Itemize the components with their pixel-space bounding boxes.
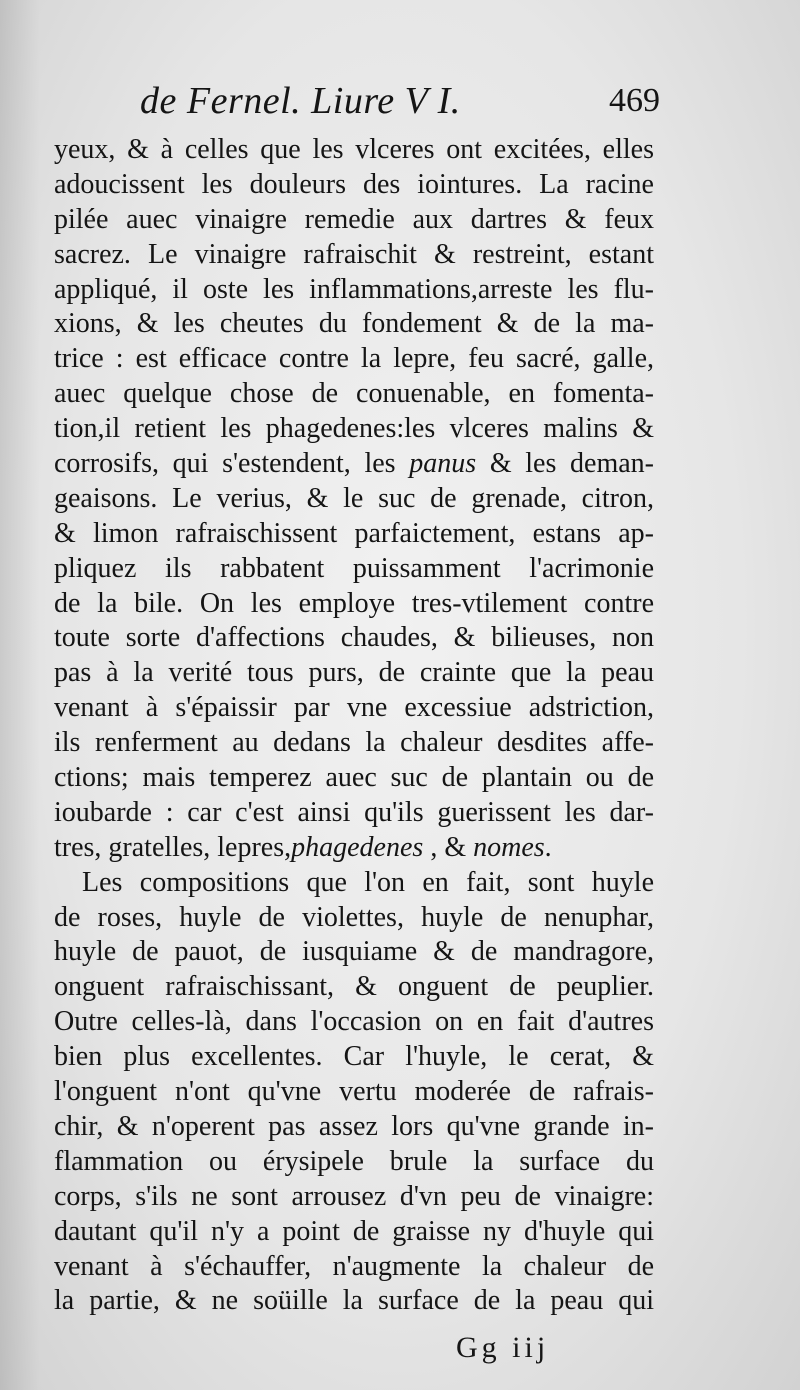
body-text — [54, 133, 654, 1319]
text-line: Les compositions que l'on en fait, sont huyle — [82, 866, 654, 898]
text-line: venant à s'échauffer, n'augmente la chaleur de — [54, 1250, 654, 1282]
text-line: huyle de pauot, de iusquiame & de mandragore, — [54, 936, 654, 968]
text-line: l'onguent n'ont qu'vne vertu moderée de rafrais- — [54, 1076, 654, 1108]
page-number: 469 — [609, 82, 660, 119]
text-line: ils renferment au dedans la chaleur desdites affe- — [54, 727, 654, 759]
text-segment: , & — [423, 831, 474, 863]
signature-mark: Gg iij — [456, 1331, 550, 1364]
text-line: geaisons. Le verius, & le suc de grenade, citron, — [54, 482, 654, 514]
text-line: adoucissent les douleurs des iointures. La racine — [54, 168, 654, 200]
text-line: dautant qu'il n'y a point de graisse ny d'huyle qui — [54, 1215, 654, 1247]
text-segment: & les deman- — [476, 448, 654, 480]
text-line: de la bile. On les employe tres-vtilement contre — [54, 587, 654, 619]
page-edge-shadow — [0, 0, 40, 1390]
text-line: xions, & les cheutes du fondement & de la ma- — [54, 308, 654, 340]
text-line: onguent rafraischissant, & onguent de peuplier. — [54, 971, 654, 1003]
text-line: & limon rafraischissent parfaictement, estans ap- — [54, 517, 654, 549]
text-line: chir, & n'operent pas assez lors qu'vne grande in- — [54, 1110, 654, 1142]
text-line: appliqué, il oste les inflammations,arreste les flu- — [54, 273, 654, 305]
text-line: pliquez ils rabbatent puissamment l'acrimonie — [54, 552, 654, 584]
italic-term: phagedenes — [291, 831, 424, 863]
text-line: ioubarde : car c'est ainsi qu'ils guerissent les dar- — [54, 796, 654, 828]
text-line: sacrez. Le vinaigre rafraischit & restreint, estant — [54, 238, 654, 270]
text-line: pilée auec vinaigre remedie aux dartres & feux — [54, 203, 654, 235]
text-line: yeux, & à celles que les vlceres ont excitées, elles — [54, 134, 654, 165]
text-line: ctions; mais temperez auec suc de plantain ou de — [54, 762, 654, 794]
text-segment: corrosifs, qui s'estendent, les — [54, 448, 396, 480]
italic-term: nomes — [473, 831, 545, 863]
text-line: la partie, & ne soüille la surface de la peau qui — [54, 1285, 654, 1317]
text-segment: tres, gratelles, lepres, — [54, 831, 292, 863]
text-line-mixed — [54, 447, 654, 482]
text-line: bien plus excellentes. Car l'huyle, le cerat, & — [54, 1041, 654, 1073]
text-line: pas à la verité tous purs, de crainte que la peau — [54, 657, 654, 689]
page-header — [140, 78, 660, 124]
italic-term: panus — [409, 448, 477, 480]
text-line: trice : est efficace contre la lepre, feu sacré, galle, — [54, 343, 654, 375]
running-head: de Fernel. Liure V I. — [140, 80, 461, 122]
text-segment: . — [544, 831, 552, 863]
text-line: corps, s'ils ne sont arrousez d'vn peu de vinaigre: — [54, 1180, 654, 1212]
text-line: auec quelque chose de conuenable, en fomenta- — [54, 378, 654, 410]
text-line: toute sorte d'affections chaudes, & bilieuses, non — [54, 622, 654, 654]
text-line-mixed — [54, 831, 654, 866]
text-line: de roses, huyle de violettes, huyle de nenuphar, — [54, 901, 654, 933]
text-line: Outre celles-là, dans l'occasion on en fait d'autres — [54, 1006, 654, 1038]
text-line: tion,il retient les phagedenes:les vlceres malins & — [54, 413, 654, 445]
text-line: flammation ou érysipele brule la surface du — [54, 1145, 654, 1177]
text-line: venant à s'épaissir par vne excessiue adstriction, — [54, 692, 654, 724]
